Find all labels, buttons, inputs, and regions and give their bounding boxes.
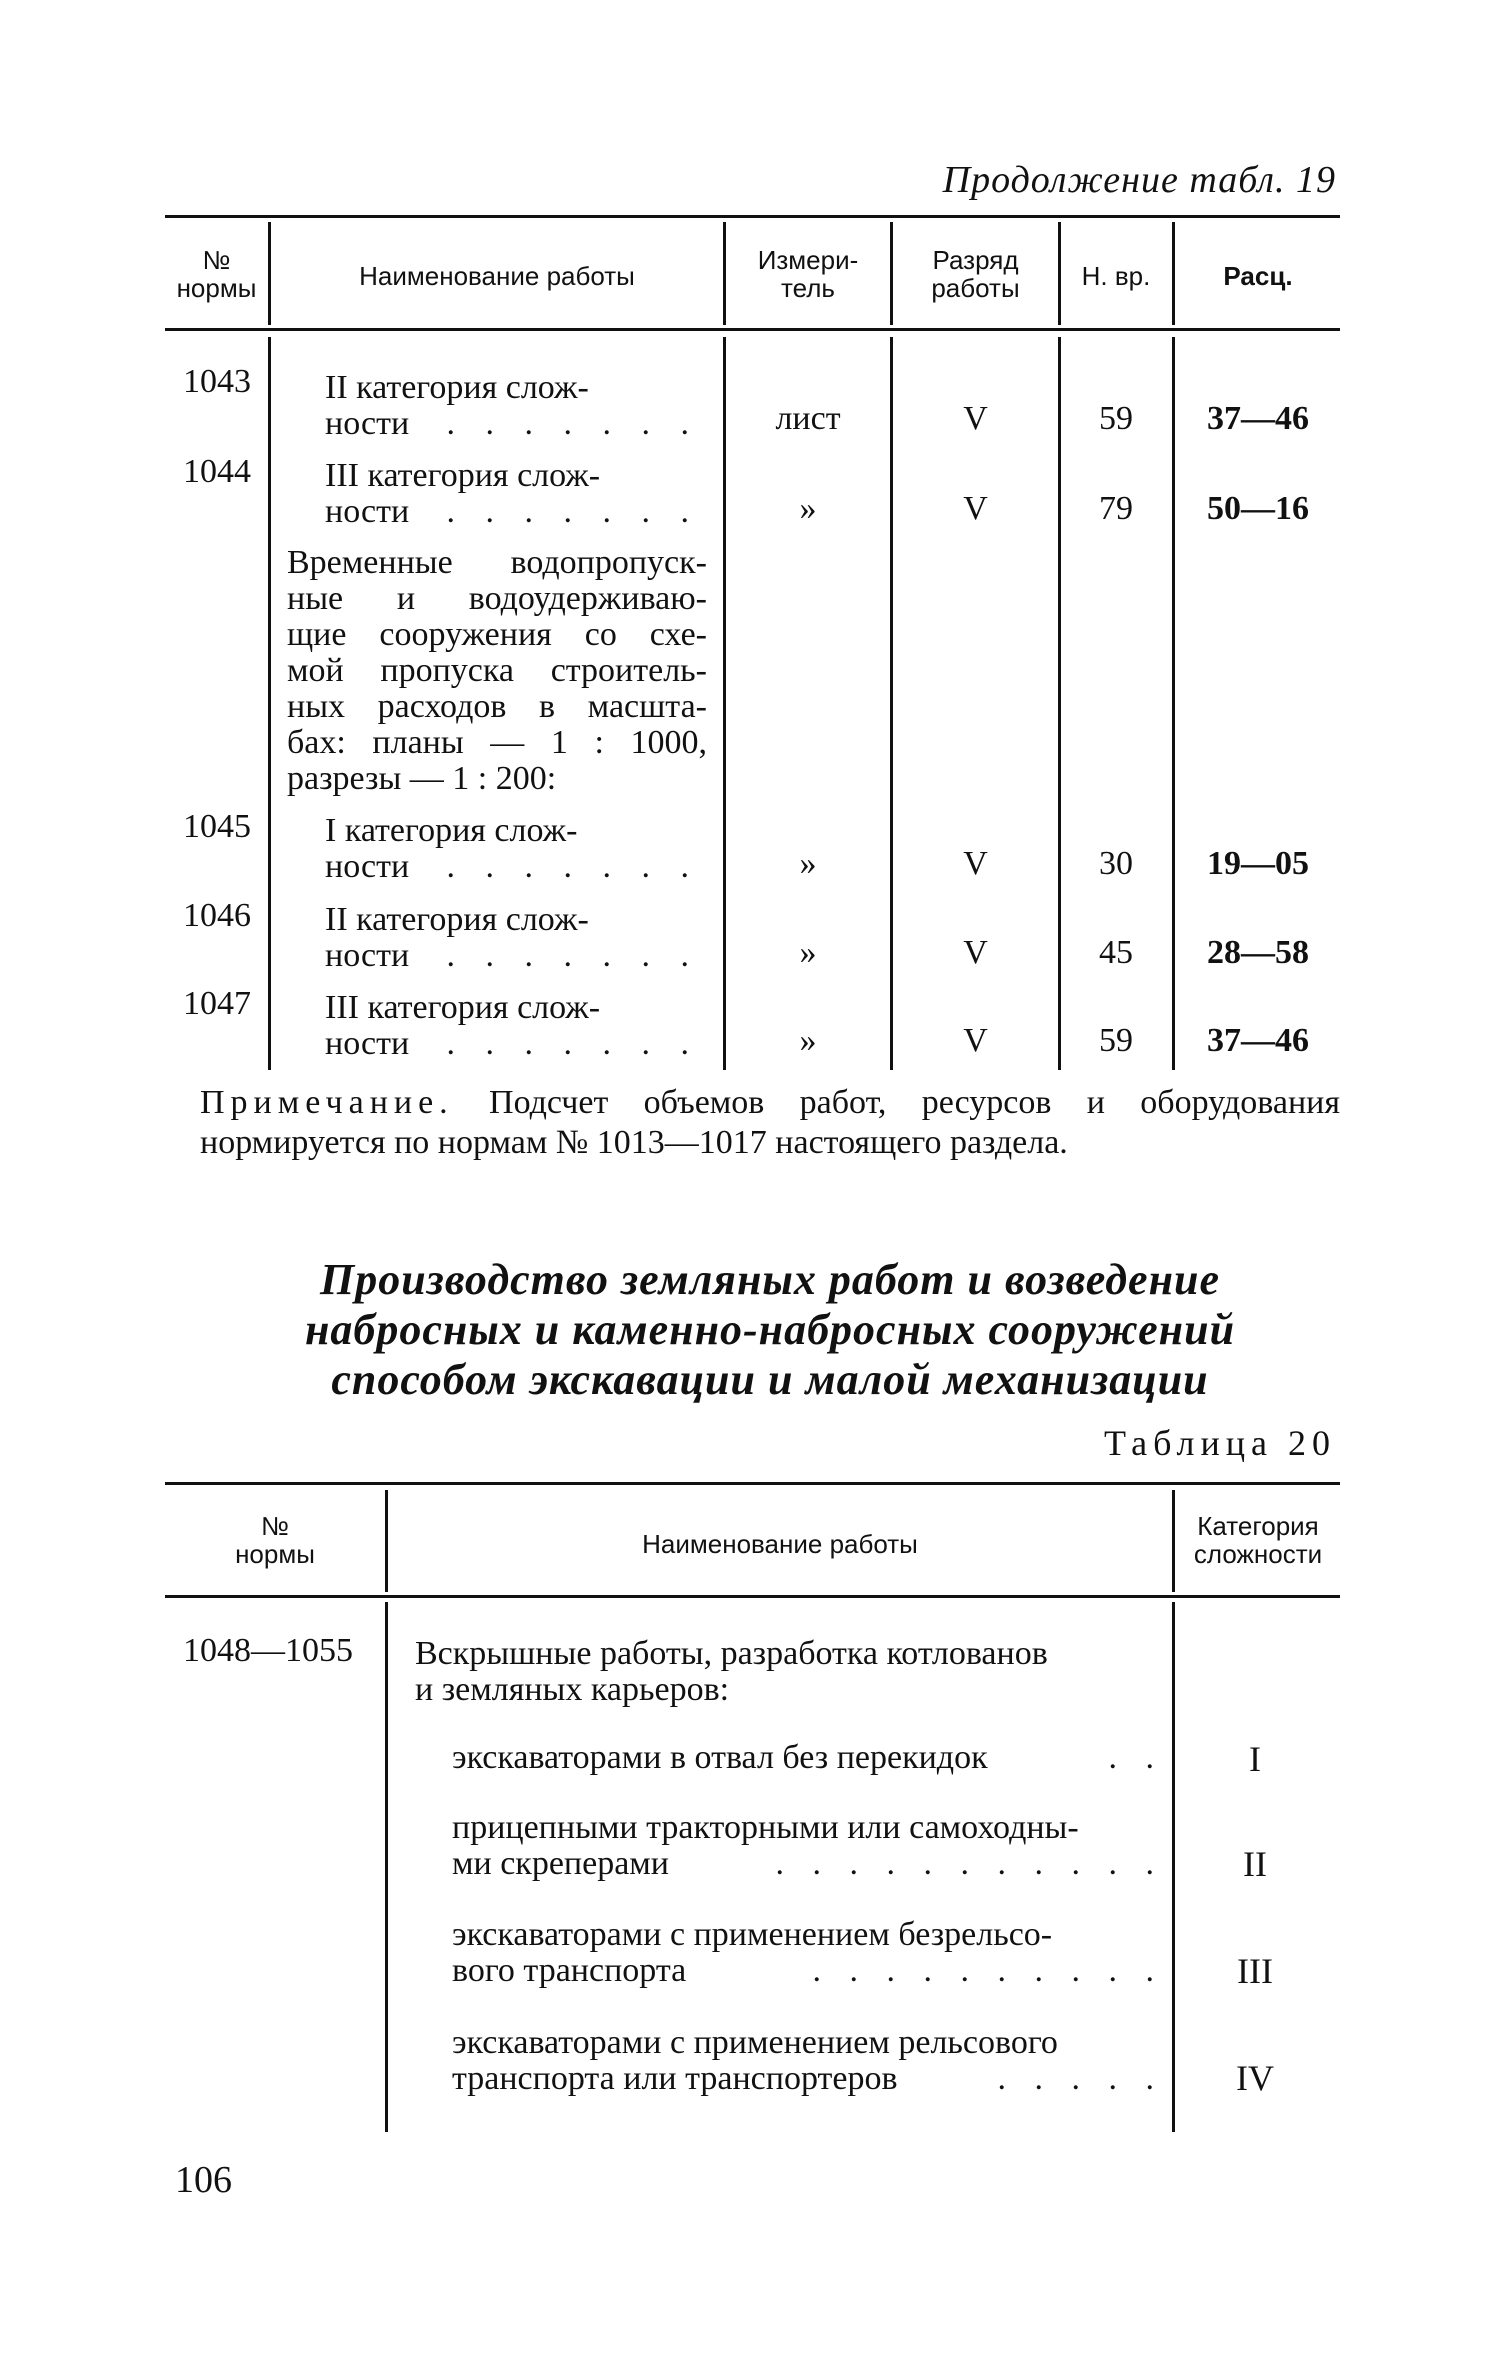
unit: лист	[775, 400, 841, 437]
header-category	[1176, 1512, 1340, 1568]
title-line: способом экскавации и малой механизации	[331, 1355, 1209, 1404]
col-divider	[1172, 337, 1175, 1070]
work-intro	[415, 1636, 1160, 1708]
item-text	[452, 1810, 1164, 1882]
item-line	[452, 1953, 1164, 1989]
grade: V	[963, 1022, 988, 1059]
name-text: ности	[325, 937, 410, 974]
note-label: Примечание.	[200, 1084, 454, 1121]
heading-line: Временные водопропуск-	[287, 544, 707, 581]
name-text: ности	[325, 848, 410, 885]
unit: »	[799, 1022, 817, 1059]
line-text: транспорта или транспортеров	[452, 2060, 898, 2097]
col-divider	[723, 337, 726, 1070]
table-header-rule	[165, 1595, 1340, 1598]
name-line	[325, 458, 700, 494]
category-value: III	[1237, 1951, 1273, 1991]
group-heading	[287, 545, 707, 797]
name-text: II категория слож-	[325, 901, 589, 938]
leader-dots: . .	[1108, 1739, 1164, 1776]
rate: 37—46	[1207, 1022, 1309, 1059]
category-value: I	[1249, 1739, 1261, 1779]
header-norm-number	[165, 246, 268, 302]
name-line	[325, 902, 700, 938]
grade: V	[963, 400, 988, 437]
header-rate: Расц.	[1223, 261, 1293, 291]
header-line: №	[261, 1511, 289, 1541]
work-name	[325, 370, 700, 442]
col-divider	[385, 1490, 388, 1592]
leader-dots: . . . . . . .	[446, 1025, 700, 1062]
leader-dots: . . . . . . .	[446, 405, 700, 442]
work-name	[325, 458, 700, 530]
leader-dots: . . . . .	[997, 2060, 1164, 2097]
table-note	[200, 1083, 1340, 1163]
heading-line: щие сооружения со схе-	[287, 616, 707, 653]
name-text: III категория слож-	[325, 989, 601, 1026]
item-line: экскаваторами с применением безрельсо-	[452, 1916, 1053, 1953]
page-number: 106	[175, 2159, 232, 2201]
line-text: ми скреперами	[452, 1845, 669, 1882]
header-line: работы	[931, 273, 1020, 303]
name-line	[325, 406, 700, 442]
col-divider	[1172, 1490, 1175, 1592]
item-line	[452, 1740, 1164, 1776]
intro-line: и земляных карьеров:	[415, 1671, 730, 1708]
line-text: экскаваторами в отвал без перекидок	[452, 1739, 988, 1776]
header-line: Измери-	[757, 245, 859, 275]
col-divider	[1058, 337, 1061, 1070]
name-line	[325, 1026, 700, 1062]
name-text: ности	[325, 1025, 410, 1062]
heading-line: бах: планы — 1 : 1000,	[287, 724, 707, 761]
header-grade	[894, 246, 1057, 302]
col-divider	[268, 222, 271, 325]
col-divider	[723, 222, 726, 325]
leader-dots: . . . . . . .	[446, 493, 700, 530]
col-divider	[890, 222, 893, 325]
time-norm: 45	[1099, 934, 1133, 971]
table-label: Таблица 20	[1104, 1423, 1336, 1463]
header-line: тель	[781, 273, 835, 303]
table-top-rule	[165, 215, 1340, 218]
heading-line: ные и водоудерживаю-	[287, 580, 707, 617]
name-line	[325, 370, 700, 406]
title-line: набросных и каменно-набросных сооружений	[304, 1305, 1236, 1354]
rate: 28—58	[1207, 934, 1309, 971]
time-norm: 59	[1099, 1022, 1133, 1059]
col-divider	[385, 1602, 388, 2132]
name-text: III категория слож-	[325, 457, 601, 494]
leader-dots: . . . . . . .	[446, 848, 700, 885]
col-divider	[1172, 222, 1175, 325]
item-text	[452, 2025, 1164, 2097]
col-divider	[1058, 222, 1061, 325]
name-line	[325, 849, 700, 885]
col-divider	[890, 337, 893, 1070]
leader-dots: . . . . . . . . . .	[812, 1952, 1164, 1989]
header-work-name: Наименование работы	[642, 1529, 918, 1559]
grade: V	[963, 490, 988, 527]
norm-number: 1046	[183, 897, 251, 934]
unit: »	[799, 934, 817, 971]
unit: »	[799, 490, 817, 527]
table-top-rule	[165, 1482, 1340, 1485]
name-line	[325, 990, 700, 1026]
header-line: №	[202, 245, 231, 275]
category-value: II	[1243, 1844, 1267, 1884]
name-line	[325, 938, 700, 974]
name-line	[325, 494, 700, 530]
header-work-name: Наименование работы	[359, 261, 635, 291]
name-line	[325, 813, 700, 849]
rate: 37—46	[1207, 400, 1309, 437]
work-name	[325, 902, 700, 974]
heading-line: разрезы — 1 : 200:	[287, 760, 557, 797]
time-norm: 30	[1099, 845, 1133, 882]
line-text: вого транспорта	[452, 1952, 687, 1989]
header-unit	[727, 246, 889, 302]
norm-number: 1043	[183, 363, 251, 400]
col-divider	[268, 337, 271, 1070]
leader-dots: . . . . . . .	[446, 937, 700, 974]
title-line: Производство земляных работ и возведение	[319, 1255, 1221, 1304]
intro-line: Вскрышные работы, разработка котлованов	[415, 1635, 1048, 1672]
norm-number: 1044	[183, 453, 251, 490]
item-text	[452, 1740, 1164, 1776]
item-line: прицепными тракторными или самоходны-	[452, 1809, 1079, 1846]
work-name	[325, 990, 700, 1062]
note-text: Подсчет объемов работ, ресурсов и оборудования нормируется по нормам № 1013—1017 настоящего раздела.	[200, 1084, 1341, 1161]
item-line	[452, 2061, 1164, 2097]
table-header-rule	[165, 328, 1340, 331]
table-continuation-caption: Продолжение табл. 19	[942, 159, 1336, 201]
name-text: ности	[325, 405, 410, 442]
heading-line: ных расходов в масшта-	[287, 688, 707, 725]
name-text: II категория слож-	[325, 369, 589, 406]
section-title	[200, 1255, 1340, 1405]
time-norm: 59	[1099, 400, 1133, 437]
rate: 50—16	[1207, 490, 1309, 527]
category-value: IV	[1236, 2058, 1274, 2098]
header-line: сложности	[1193, 1539, 1323, 1569]
header-line: Категория	[1197, 1511, 1319, 1541]
time-norm: 79	[1099, 490, 1133, 527]
grade: V	[963, 845, 988, 882]
grade: V	[963, 934, 988, 971]
heading-line: мой пропуска строитель-	[287, 652, 707, 689]
header-line: нормы	[176, 273, 257, 303]
rate: 19—05	[1207, 845, 1309, 882]
work-name	[325, 813, 700, 885]
norm-range: 1048—1055	[183, 1632, 353, 1669]
header-line: Разряд	[932, 245, 1019, 275]
norm-number: 1047	[183, 985, 251, 1022]
unit: »	[799, 845, 817, 882]
name-text: ности	[325, 493, 410, 530]
header-line: нормы	[235, 1539, 315, 1569]
norm-number: 1045	[183, 808, 251, 845]
item-line: экскаваторами с применением рельсового	[452, 2024, 1058, 2061]
header-time-norm: Н. вр.	[1081, 261, 1151, 291]
leader-dots: . . . . . . . . . . .	[775, 1845, 1164, 1882]
name-text: I категория слож-	[325, 812, 578, 849]
item-text	[452, 1917, 1164, 1989]
header-norm-number	[165, 1512, 385, 1568]
item-line	[452, 1846, 1164, 1882]
